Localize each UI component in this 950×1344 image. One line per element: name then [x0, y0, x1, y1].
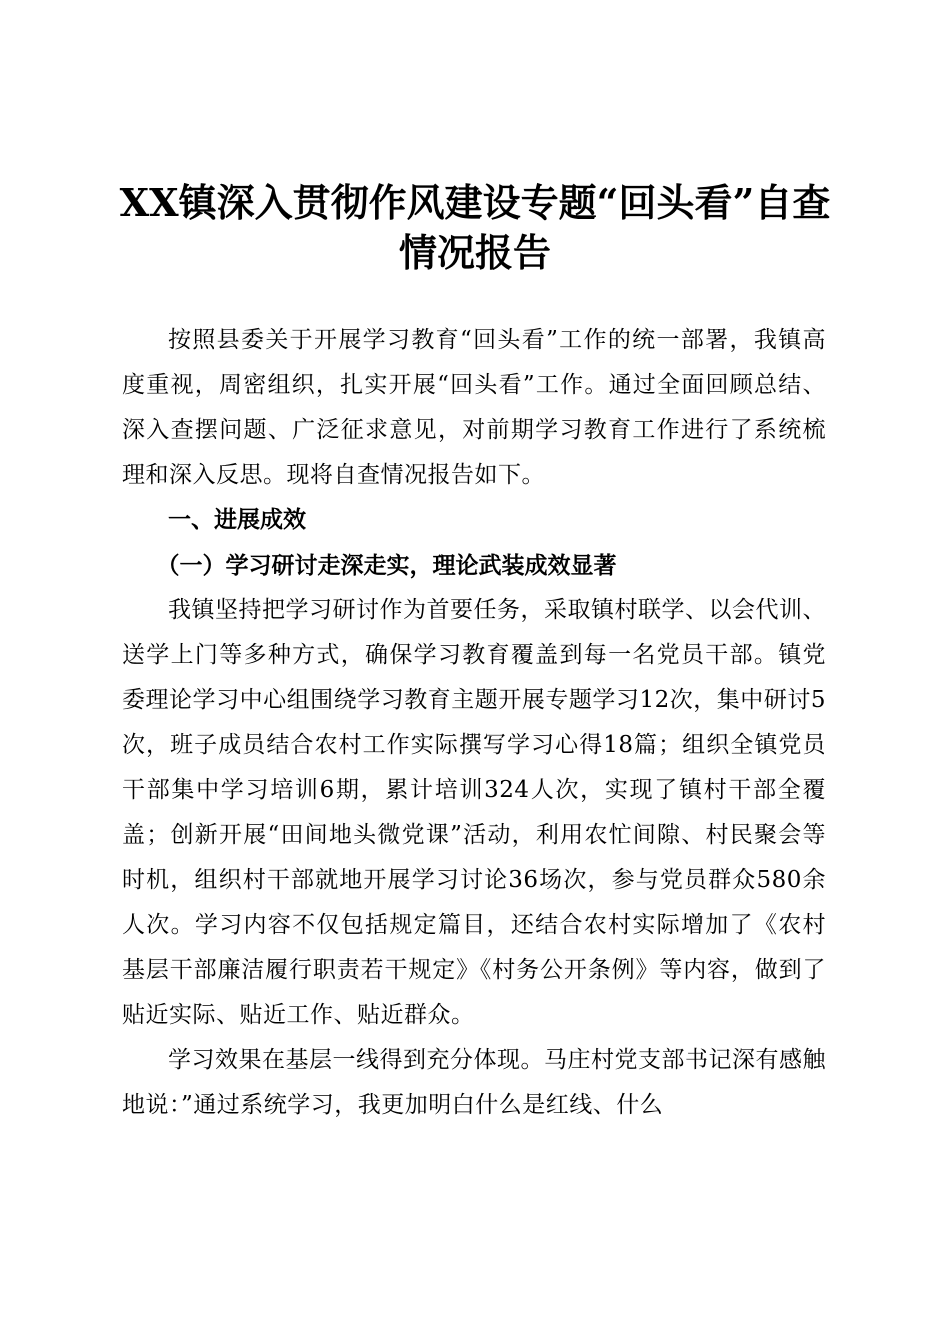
subsection-heading: （一）学习研讨走深走实，理论武装成效显著 [156, 552, 617, 579]
body-paragraph-1: 我镇坚持把学习研讨作为首要任务，采取镇村联学、以会代训、送学上门等多种方式，确保学习教育覆盖到每一名党员干部。镇党委理论学习中心组围绕学习教育主题开展专题学习12次，集中研讨5次，班子成员结合农村工作实际撰写学习心得18篇；组织全镇党员干部集中学习培训6期，累计培训324人次，实现了镇村干部全覆盖；创新开展“田间地头微党课”活动，利用农忙间隙、村民聚会等时机，组织村干部就地开展学习讨论36场次，参与党员群众580余人次。学习内容不仅包括规定篇目，还结合农村实际增加了《农村基层干部廉洁履行职责若干规定》《村务公开条例》等内容，做到了贴近实际、贴近工作、贴近群众。 [122, 597, 826, 1028]
document-title [100, 178, 850, 278]
section-heading: 一、进展成效 [168, 507, 306, 533]
title-line-2: 情况报告 [398, 230, 551, 275]
document-body [122, 318, 826, 1128]
title-line-1: XX镇深入贯彻作风建设专题“回头看”自查 [119, 180, 831, 225]
body-paragraph-2: 学习效果在基层一线得到充分体现。马庄村党支部书记深有感触地说：”通过系统学习，我更加明白什么是红线、什么 [122, 1047, 826, 1118]
intro-paragraph: 按照县委关于开展学习教育“回头看”工作的统一部署，我镇高度重视，周密组织，扎实开展“回头看”工作。通过全面回顾总结、深入查摆问题、广泛征求意见，对前期学习教育工作进行了系统梳理和深入反思。现将自查情况报告如下。 [122, 327, 826, 488]
